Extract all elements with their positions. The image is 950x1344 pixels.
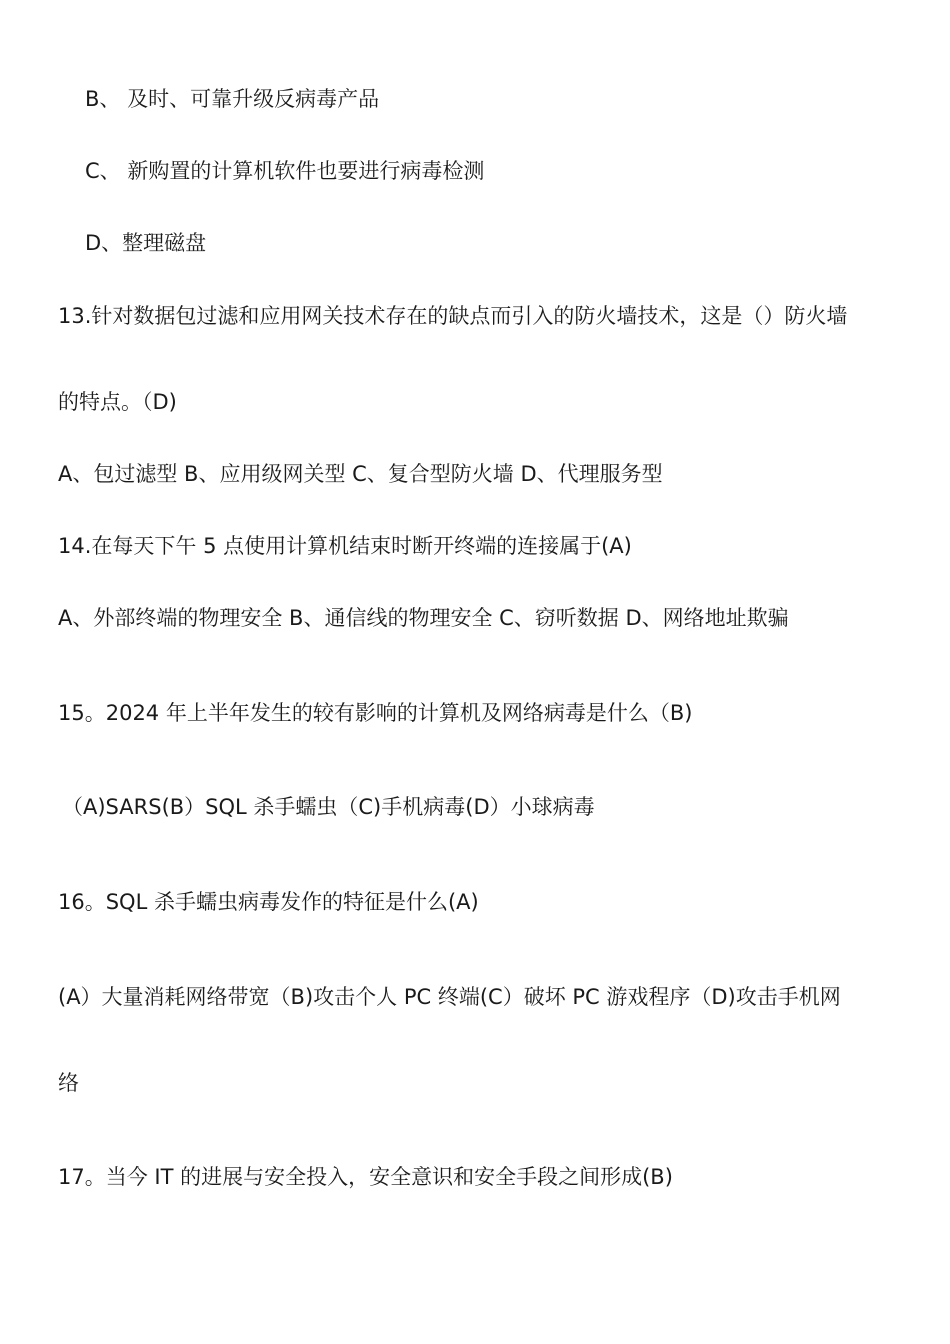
- question-15-options: （A)SARS(B）SQL 杀手蠕虫（C)手机病毒(D）小球病毒: [62, 795, 595, 819]
- question-15: 15。2024 年上半年发生的较有影响的计算机及网络病毒是什么（B): [58, 701, 693, 725]
- option-c-line: C、 新购置的计算机软件也要进行病毒检测: [85, 159, 485, 183]
- question-13-line-2: 的特点。（D): [58, 390, 177, 414]
- question-16: 16。SQL 杀手蠕虫病毒发作的特征是什么(A): [58, 890, 479, 914]
- question-16-options-line-1: (A）大量消耗网络带宽（B)攻击个人 PC 终端(C）破坏 PC 游戏程序（D)攻击手机网: [58, 985, 841, 1009]
- question-14: 14.在每天下午 5 点使用计算机结束时断开终端的连接属于(A): [58, 534, 632, 558]
- option-b-line: B、 及时、可靠升级反病毒产品: [85, 87, 380, 111]
- question-17: 17。当今 IT 的进展与安全投入，安全意识和安全手段之间形成(B): [58, 1165, 673, 1189]
- question-14-options: A、外部终端的物理安全 B、通信线的物理安全 C、窃听数据 D、网络地址欺骗: [58, 606, 789, 630]
- question-13-options: A、包过滤型 B、应用级网关型 C、复合型防火墙 D、代理服务型: [58, 462, 663, 486]
- question-13-line-1: 13.针对数据包过滤和应用网关技术存在的缺点而引入的防火墙技术，这是（）防火墙: [58, 304, 848, 328]
- question-16-options-line-2: 络: [58, 1071, 79, 1095]
- option-d-line: D、整理磁盘: [85, 231, 207, 255]
